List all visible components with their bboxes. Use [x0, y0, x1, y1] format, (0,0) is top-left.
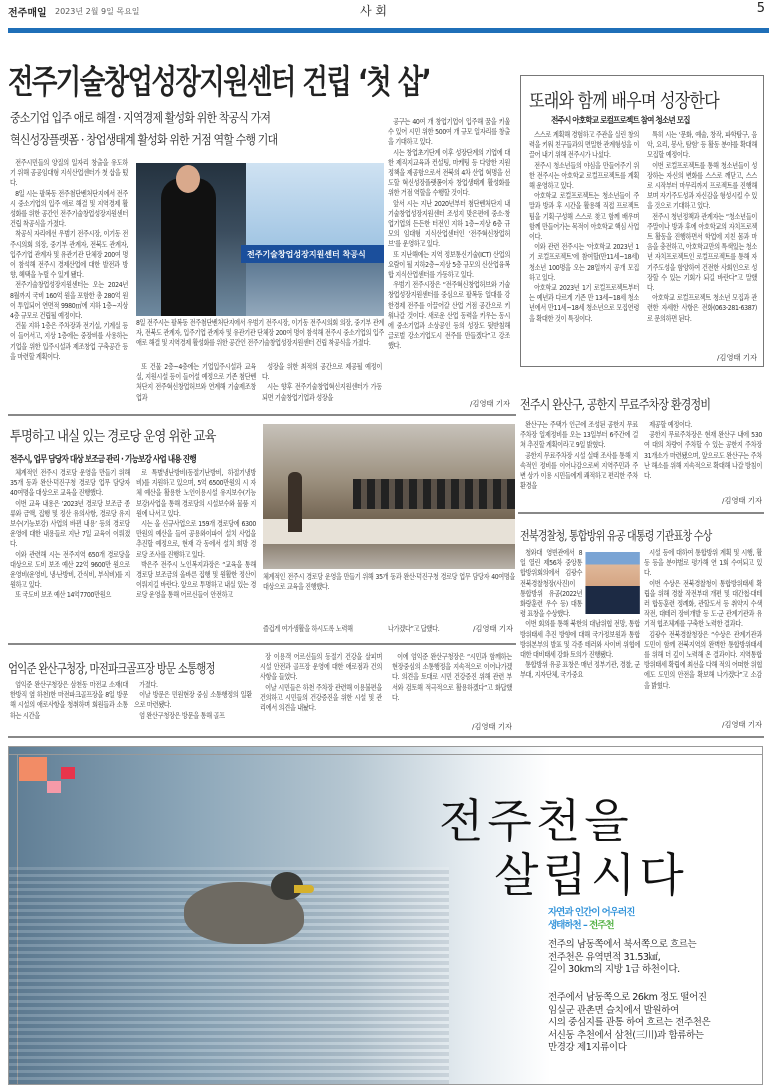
a1-byline: /김영태 기자	[469, 399, 510, 408]
a3-byline: /김영태 기자	[721, 496, 762, 505]
a5-col4: 이에 엄익준 완산구청장은 “시민과 함께하는 현장중심의 소통행정을 지속적으로 이어나가겠다. 의견을 토대로 시민 건강증진 위해 관련 부서와 검토해 적극적으로 활용하겠다”고 화답했다.	[392, 652, 512, 702]
groundbreaking-photo	[136, 163, 384, 316]
divider	[8, 736, 764, 738]
a1-col3: 성장을 위한 최적의 공간으로 제공될 예정이다. 시는 향후 전주기술창업혁신지원센터가 가동되면 기술창업기업과 성장을	[262, 362, 382, 402]
youth-project-box	[520, 75, 764, 367]
masthead-name: 전주매일	[8, 8, 47, 19]
a1-col1: 전주시민들의 양질의 일자리 창출을 유도하기 위해 공공임대형 지식산업센터가 첫 삽을 떴다. 8일 시는 팔복동 전주첨단벤처단지에서 전주시 중소기업의 입주 애로 해결 및 지역경제 활성화를 위한 공간인 전주기술창업성장지원센터 건립 착공식을 가졌다. 착공식 자리에선 우범기 전주시장, 이기동 전주시의회 의장, 중기부 관계자, 전북도 관계자, 입주기업 관계자 및 유관기관 단체장 200여 명이 참석해 전주시 경제산업에 대한 발전과 방향, 혜택을 누릴 수 있게 됐다. 전주기술창업성장지원센터는 오는 2024년 8월까지 국비 160억 원을 포함한 총 280억 원이 투입되어 연면적 9980㎡에 지하 1층~지상 4층 규모로 건립될 예정이다. 건물 지하 1층은 주차장과 전기실, 기계실 등이 들어서고, 지상 1층에는 중장비를 사용하는 기업을 위한 입주시설과 제조창업 구축공간 등을 마련할 계획이다.	[10, 158, 128, 361]
education-session-photo	[263, 424, 515, 569]
headline-police-award: 전북경찰청, 통합방위 유공 대통령 기관표창 수상	[520, 528, 712, 543]
ad-tagline-2: 생태하천 – 전주천	[548, 920, 614, 931]
decor-square	[19, 757, 47, 781]
header-rule	[8, 28, 769, 33]
a2-byline: /김영태 기자	[472, 624, 513, 633]
a1-col2: 또 건물 2층~4층에는 기업입주시설과 교육실, 지원시설 등이 들어설 예정으로 기존 첨단벤처단지 전주혁신창업허브와 연계해 기술제조창업과	[136, 362, 256, 402]
a4-col2: 시설 등에 대하여 통합방위 계획 및 시행, 활동 등을 분야별로 평가해 연 1회 수여되고 있다. 이번 수상은 전북경찰청이 통합방위태세 확립을 위해 경찰 작전부대 개편 및 대간첩·대테러 합동훈련 정례화, 관할도서 등 취약지 수색작전, 대테러 장비개발 등 도·군 관계기관과 유기적 협조체계를 구축한 노력한 결과다. 김광수 전북경찰청장은 “수상은 관계기관과 도민이 함께 전북지역의 완벽한 통합방위태세를 위해 더 깊이 노력해 온 결과이다. 지역통합방위태세 확립에 최선을 다해 적의 어떠한 위협에도 도민의 안전을 확보해 나가겠다”고 소감을 밝혔다.	[644, 548, 762, 690]
a2-caption: 체계적인 전주시 경로당 운영을 만들기 위해 35개 동과 완산·덕진구청 경로당 업무 담당자 40여명을 대상으로 교육을 진행했다.	[263, 572, 515, 591]
a4-col1: 청와대 영빈관에서 8일 열린 제56차 중앙통합방위회의에서 김광수 전북경찰청장(사진)이 통합방위 유공(2022년 화랑훈련 우수 등) 대통령 표창을 수상했다. 이번 회의를 통해 북한의 대남위협 전망, 통합방위태세 추진 방향에 대해 국가정보원과 통합방위본부의 발표 및 각종 테러와 사이버 위협에 대한 대비태세 강화 토의가 진행됐다. 통합방위 유공 표창은 매년 정부기관, 경찰, 군부대, 지자단체, 국가중요	[520, 548, 640, 680]
box-title: 또래와 함께 배우며 성장한다	[529, 90, 719, 112]
decor-square	[47, 781, 61, 793]
a5-col1: 엄익준 완산구청장은 삼천동 마전교 소재(대한방직 옆 하천)한 마전파크골프장을 8일 방문해 시설의 애로사항을 청취하며 회원들과 소통하는 시간을	[10, 680, 128, 720]
photo-caption: 8일 전주시는 팔복동 전주첨단벤처단지에서 우범기 전주시장, 이기동 전주시의회 의장, 중기부 관계자, 전북도 관계자, 입주기업 관계자 및 유관기관 단체장 200여 명이 참석해 전주시 중소기업의 입주 애로 해결 및 지역경제 활성화를 위한 공간인 전주기술창업성장지원센터 건립 착공식을 가졌다.	[136, 318, 384, 347]
subhead-2: 혁신성장플랫폼 · 창업생태계 활성화 위한 거점 역할 수행 기대	[10, 132, 278, 147]
box-col2: 특히 시는 ‘문화, 예술, 창작, 파학탐구, 음악, 요리, 봉사, 탐험’ 등 활동 분야를 확대해 모집할 예정이다. 이번 로컬프로젝트를 통해 청소년들이 성장하는 자신의 변화를 스스로 깨닫고, 스스로 시작부터 마무리까지 프로젝트를 진행해보며 자기주도성과 자신감을 형성시킬 수 있을 것으로 기대하고 있다. 전주시 청년정책과 관계자는 “청소년들이 주말이나 방과 후에 아호학교의 자치프로젝트 활동을 진행하면서 학업에 지친 몸과 마음을 충전하고, 아호학교만의 특색있는 청소년 자치프로젝트인 로컬프로젝트를 통해 자기주도성을 함양하여 건전한 사회인으로 성장할 수 있는 기회가 되길 바란다”고 말했다. 아호학교 로컬프로젝트 청소년 모집과 관련한 자세한 사항은 전화(063-281-6387)로 문의하면 된다.	[647, 130, 757, 323]
divider	[8, 414, 516, 416]
a2-tail1: 즐겁게 여가생활을 하시도록 노력해	[263, 624, 353, 633]
issue-date: 2023년 2월 9일 목요일	[55, 7, 140, 16]
headline-senior-center: 투명하고 내실 있는 경로당 운영 위한 교육	[10, 429, 216, 445]
headline-tech-startup-center: 전주기술창업성장지원센터 건립 ‘첫 삽’	[8, 62, 431, 101]
box-col1: 스스로 계획해 경험하고 주관을 실린 창의력을 키워 친구들과의 면밀한 관계형성을 이끌어 내기 위해 전주시가 나섰다. 전주시 청소년들의 야심을 만들어주기 위한 전주시는 아호학교 로컬프로젝트를 계획해 운영하고 있다. 아호학교 로컬프로젝트는 청소년들이 주말과 방과 후 시간을 활용해 직접 프로젝트팀을 기획·구성해 스스로 찾고 함께 배우며 함께 만들어가는 목적이 아호학교 핵심 사업이다. 이와 관련 전주시는 ‘아호학교 2023년 1기 로컬프로젝트’에 참여할(만11세~18세) 청소년 100명을 오는 28일까지 공개 모집하고 있다. 아호학교 2023년 1기 로컬프로젝트부터는 예년과 다르게 기존 만 13세~18세 청소년에서 만11세~18세 청소년으로 모집연령을 확대한 것이 특징이다.	[529, 130, 639, 323]
a4-byline: /김영태 기자	[721, 720, 762, 729]
decor-square	[61, 767, 75, 779]
headline-parking: 전주시 완산구, 공한지 무료주차장 환경정비	[520, 398, 711, 413]
police-chief-photo	[586, 552, 640, 614]
a1-col4: 공구는 40여 개 창업기업이 입주해 꿈을 키울 수 있어 시민 위한 500여 개 규모 일자리를 창출을 기대하고 있다. 시는 창업초기단계 이후 성장단계의 기업에 대한 제직지교육과 컨설팅, 마케팅 등 다양한 지원정책을 제공함으로서 전북의 4차 산업 혁명을 선도할 혁신성장플랫폼이자 창업생태계 활성화를 위한 거점 역할을 수행할 것이다. 앞서 시는 지난 2020년부터 첨단벤처단지 내 기술창업성장지원센터 조성지 맞은편에 중소·창업기업의 든든한 터전인 지하 1층~지상 6층 규모의 임대형 지식산업센터인 ‘전주혁신창업허브’를 운영하고 있다. 또 지난해에는 지역 정보통신기술(ICT) 산업의 요람이 될 지하2층~지상 5층 규모의 신산업융복합 지식산업센터를 가동하고 있다. 우범기 전주시장은 “전주혁신창업허브와 기술창업성장지원센터를 중심으로 팔복동 일대를 강한경제 전주를 이끌어갈 산업 거점 공간으로 키워나갈 것이다. 새로운 산업 동력을 키우는 동시에 중소기업과 소상공인 등의 성장도 뒷받침해 글로벌 강소기업도시 전주를 만들겠다”고 강조했다.	[388, 117, 510, 351]
a5-byline: /김영태 기자	[471, 722, 512, 731]
box-subtitle: 전주시 아호학교 로컬프로젝트 참여 청소년 모집	[551, 116, 690, 126]
headline-golf-visit: 엄익준 완산구청장, 마전파크골프장 방문 소통행정	[8, 662, 215, 677]
a3-col1: 완산구는 주택가 인근에 조성된 공한지 무료주차장 일제정비를 오는 13일부터 6주간에 걸쳐 추진할 계획이라고 9일 밝혔다. 공한지 무료주차장 시설 실태 조사를 통해 지속적인 정비를 이어나감으로써 지역주민과 주변 상가 이용 시민들에게 쾌적하고 편리한 주차환경을	[520, 420, 638, 491]
a2-tail2: 나가겠다”고 답했다.	[388, 624, 440, 633]
section-name: 사 회	[360, 4, 387, 18]
divider	[8, 643, 516, 645]
ad-title-line2: 살립시다	[494, 848, 688, 902]
a5-col2: 가졌다. 이날 방문은 민원현장 중심 소통행정의 일환으로 마련됐다. 엄 완산구청장은 방문을 통해 골프	[134, 680, 252, 720]
ad-paragraph-2: 전주에서 남동쪽으로 26km 정도 떨어진 임실군 관촌면 슬치에서 발원하여 시의 중심지를 관통 하여 흐르는 전주천은 서신동 추천에서 삼천(三川)과 합류하는 만경강 제1지류이다	[548, 992, 711, 1053]
event-banner: 전주기술창업성장지원센터 착공식	[241, 245, 384, 263]
divider	[518, 512, 764, 514]
a2-col1: 체계적인 전주시 경로당 운영을 만들기 위해 35개 동과 완산·덕진구청 경로당 업무 담당자 40여명을 대상으로 교육을 진행했다. 이번 교육 내용은 ‘2023년 경로당 보조금 종류와 금액, 집행 및 정산 유의사항, 경로당 유지보수(기능보강) 사업의 바뀐 내용’ 등의 경로당 운영에 대한 내용들로 지난 7일 교육이 이뤄졌다. 이와 관련해 시는 전주지역 650개 경로당을 대상으로 도비 보조 예산 22억 9600만 원으로 운영비(운영비, 냉·난방비, 간식비, 부식비)를 지원하고 있다. 또 국도비 보조 예산 14억7700만원으	[10, 468, 130, 600]
subhead-1: 중소기업 입주 애로 해결 · 지역경제 활성화 위한 착공식 가져	[10, 110, 271, 125]
ad-paragraph-1: 전주의 남동쪽에서 북서쪽으로 흐르는 전주천은 유역면적 31.53㎢, 길이 30km의 지방 1급 하천이다.	[548, 939, 697, 975]
a2-subhead: 전주시, 업무 담당자 대상 보조금 관리 · 기능보강 사업 내용 진행	[10, 455, 196, 465]
ad-tagline-1: 자연과 인간이 어우러진	[548, 907, 635, 918]
jeonjucheon-campaign-ad	[8, 746, 763, 1085]
a2-col2: 로 특별냉난방비(동절기난방비, 하절기냉방비)를 지원하고 있으며, 5억 6500만원의 시 자체 예산을 활용한 노인이용시설 유지보수(기능보강)사업을 통해 경로당의 시설보수와 물품 지원에 나서고 있다. 시는 올 신규사업으로 159개 경로당에 6300만원의 예산을 들여 공용와이파이 설치 사업을 추진할 예정으로, 현재 각 동에서 설치 희망 경로당 조사를 진행하고 있다. 박은주 전주시 노인복지과장은 “교육을 통해 경로당 보조금의 올바른 집행 및 원활한 정산이 이뤄지길 바란다. 앞으로 투명하고 내실 있는 경로당 운영을 통해 어르신들이 안전하고	[136, 468, 256, 600]
a5-col3: 장 이용객 어르신들의 동절기 건강을 살피며 시설 안전과 골프장 운영에 대한 애로점과 건의사항을 들었다. 이날 시민들은 하천 주차장 관련해 이용불편을 건의하고 시민들의 건강증진을 위한 시설 및 관리에서 의견을 내놨다.	[260, 652, 382, 713]
ad-title-line1: 전주천을	[439, 794, 633, 848]
page-number: 5	[756, 1, 765, 16]
a3-col2: 제공할 예정이다. 공한지 무료주차장은 현재 완산구 내에 530여 대의 차량이 주차할 수 있는 공한지 주차장 31개소가 마련됐으며, 앞으로도 완산구는 주차난 해소를 위해 지속적으로 확대해 나갈 방침이다.	[644, 420, 762, 481]
box-byline: /김영태 기자	[716, 353, 757, 362]
